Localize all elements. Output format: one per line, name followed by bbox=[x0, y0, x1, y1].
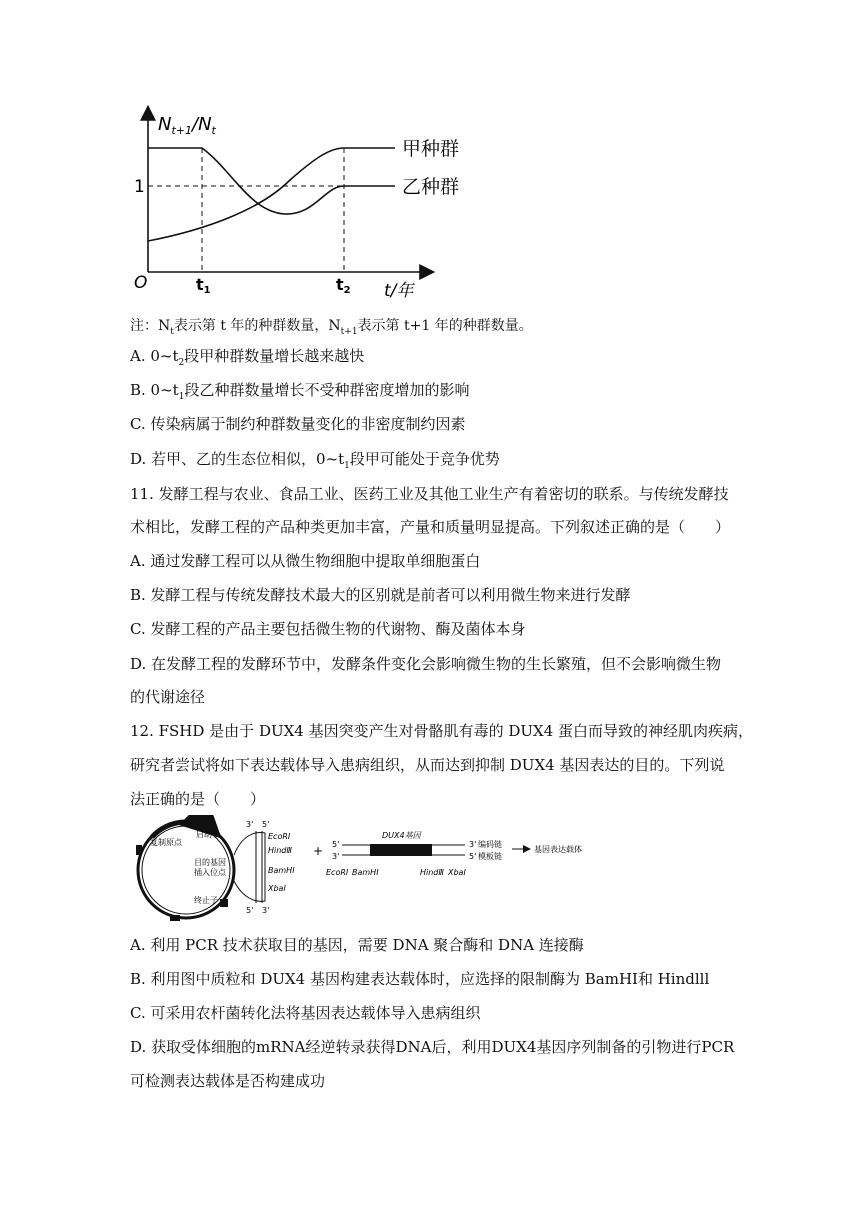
t1-sub: 1 bbox=[203, 285, 211, 296]
q11-option-c: C. 发酵工程的产品主要包括微生物的代谢物、酶及菌体本身 bbox=[130, 620, 526, 638]
zoom-3a: 3' bbox=[246, 820, 254, 829]
label-promoter: 启动子 bbox=[196, 830, 220, 839]
site-xbai-plasmid: XbaⅠ bbox=[268, 884, 286, 893]
terminator-block bbox=[220, 899, 228, 907]
bottom-block bbox=[170, 915, 180, 921]
q12-option-b: B. 利用图中质粒和 DUX4 基因构建表达载体时，应选择的限制酶为 BamHⅠ和 Hindlll bbox=[130, 970, 710, 988]
q12-option-d-2: 可检测表达载体是否构建成功 bbox=[130, 1072, 326, 1090]
q12-option-d-1: D. 获取受体细胞的mRNA经逆转录获得DNA后，利用DUX4基因序列制备的引物进行PCR bbox=[130, 1038, 735, 1056]
label-insert-1: 目的基因 bbox=[194, 858, 226, 867]
label-result: 基因表达载体 bbox=[534, 845, 582, 854]
plus-sign: + bbox=[313, 844, 324, 858]
zoom-5b: 5' bbox=[246, 906, 254, 915]
site-ecori-plasmid: EcoRⅠ bbox=[268, 832, 291, 841]
legend-yi: 乙种群 bbox=[402, 176, 460, 198]
curve-yi bbox=[148, 148, 395, 241]
site-hindiii-gene: HindⅢ bbox=[420, 868, 444, 877]
ori-block bbox=[136, 845, 142, 855]
q11-option-d-1: D. 在发酵工程的发酵环节中，发酵条件变化会影响微生物的生长繁殖，但不会影响微生物 bbox=[130, 655, 722, 673]
zoom-bracket bbox=[234, 833, 265, 902]
y-label-sub2: t bbox=[211, 124, 216, 137]
q11-option-b: B. 发酵工程与传统发酵技术最大的区别就是前者可以利用微生物来进行发酵 bbox=[130, 586, 631, 604]
label-ori: 复制原点 bbox=[150, 838, 182, 847]
svg-text:t2 bbox=[336, 275, 351, 296]
q10-option-d: D. 若甲、乙的生态位相似，$0\sim t_1$段甲可能处于竞争优势 bbox=[130, 450, 500, 471]
q12-stem-3: 法正确的是（ ） bbox=[130, 790, 266, 808]
svg-text:Nt+1/Nt bbox=[158, 114, 217, 137]
svg-text:t1 bbox=[196, 275, 211, 296]
origin-label: O bbox=[134, 273, 148, 293]
site-hindiii-plasmid: HindⅢ bbox=[268, 846, 292, 855]
legend-jia: 甲种群 bbox=[402, 138, 460, 160]
site-bamhi-gene: BamHⅠ bbox=[352, 868, 379, 877]
zoom-5a: 5' bbox=[262, 820, 270, 829]
x-axis-label: t/年 bbox=[384, 281, 414, 300]
label-insert-2: 插入位点 bbox=[194, 868, 226, 877]
label-coding-strand: 编码链 bbox=[478, 840, 502, 849]
gene-3-right: 3' bbox=[469, 840, 477, 849]
q11-option-d-2: 的代谢途径 bbox=[130, 688, 206, 706]
gene-3-left: 3' bbox=[332, 852, 340, 861]
q12-stem-2: 研究者尝试将如下表达载体导入患病组织，从而达到抑制 DUX4 基因表达的目的。下列说 bbox=[130, 756, 725, 774]
site-ecori-gene: EcoRⅠ bbox=[326, 868, 349, 877]
y-label-n: N bbox=[158, 114, 172, 135]
y-label-sub1: t+1 bbox=[171, 124, 192, 137]
t2-label: t bbox=[336, 275, 344, 294]
q12-option-a: A. 利用 PCR 技术获取目的基因，需要 DNA 聚合酶和 DNA 连接酶 bbox=[130, 936, 584, 954]
q11-stem-2: 术相比，发酵工程的产品种类更加丰富，产量和质量明显提高。下列叙述正确的是（ ） bbox=[130, 518, 731, 536]
t2-sub: 2 bbox=[343, 285, 351, 296]
graph-note: 注：$N_t$表示第 t 年的种群数量，$N_{t+1}$表示第 t+1 年的种群数量。 bbox=[130, 318, 533, 337]
q10-option-c: C. 传染病属于制约种群数量变化的非密度制约因素 bbox=[130, 415, 466, 433]
plasmid-diagram bbox=[130, 815, 600, 925]
gene-5-left: 5' bbox=[332, 840, 340, 849]
q11-option-a: A. 通过发酵工程可以从微生物细胞中提取单细胞蛋白 bbox=[130, 552, 481, 570]
label-template-strand: 模板链 bbox=[478, 852, 502, 861]
q10-option-b: B. $0\sim t_1$段乙种群数量增长不受种群密度增加的影响 bbox=[130, 381, 470, 402]
q12-option-c: C. 可采用农杆菌转化法将基因表达载体导入患病组织 bbox=[130, 1004, 481, 1022]
q11-stem-1: 11. 发酵工程与农业、食品工业、医药工业及其他工业生产有着密切的联系。与传统发酵技 bbox=[130, 485, 729, 503]
q12-stem-1: 12. FSHD 是由于 DUX4 基因突变产生对骨骼肌有毒的 DUX4 蛋白而导致的神经肌肉疾病， bbox=[130, 722, 754, 740]
gene-block bbox=[370, 844, 432, 856]
t1-label: t bbox=[196, 275, 204, 294]
y-tick-1: 1 bbox=[134, 177, 145, 197]
label-terminator: 终止子 bbox=[194, 896, 218, 905]
zoom-3b: 3' bbox=[262, 906, 270, 915]
gene-name: DUX4基因 bbox=[382, 831, 421, 840]
population-graph bbox=[120, 100, 500, 300]
curve-jia bbox=[148, 148, 395, 214]
site-xbai-gene: XbaⅠ bbox=[448, 868, 466, 877]
q10-option-a: A. $0\sim t_2$段甲种群数量增长越来越快 bbox=[130, 347, 365, 368]
y-label-mid: /N bbox=[192, 114, 212, 135]
site-bamhi-plasmid: BamHⅠ bbox=[268, 866, 295, 875]
gene-5-right: 5' bbox=[469, 852, 477, 861]
